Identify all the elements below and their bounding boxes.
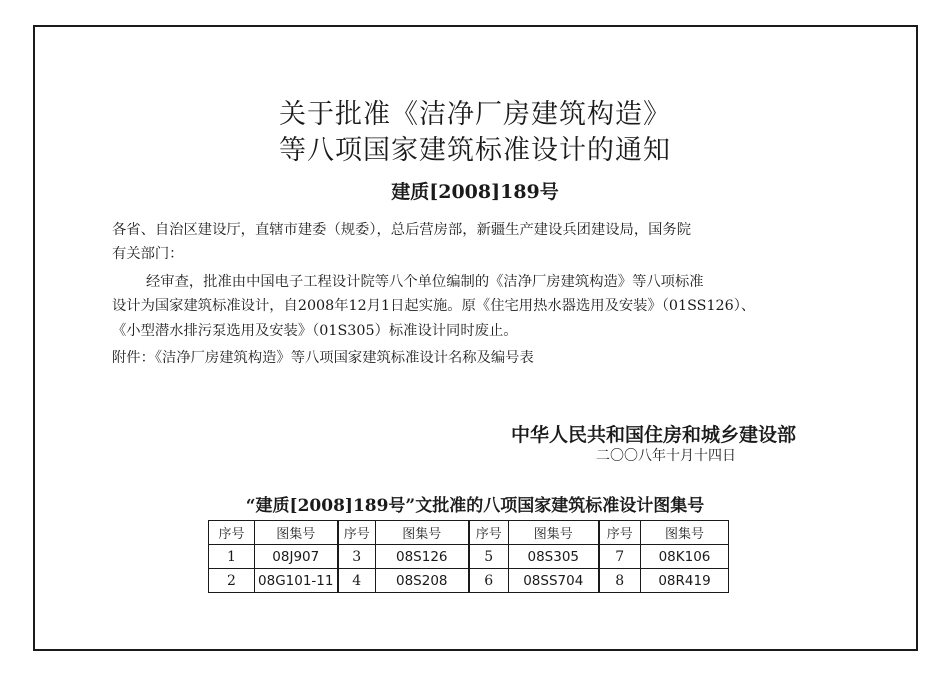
table-row bbox=[209, 545, 729, 569]
attachment-note: 附件：《洁净厂房建筑构造》等八项国家建筑标准设计名称及编号表 bbox=[112, 350, 534, 366]
atlas-number-table bbox=[208, 520, 729, 593]
issuing-authority: 中华人民共和国住房和城乡建设部 bbox=[511, 424, 797, 446]
table-cell: 1 bbox=[209, 545, 255, 569]
table-cell: 6 bbox=[469, 569, 509, 593]
table-cell: 4 bbox=[338, 569, 376, 593]
table-cell: 08SS704 bbox=[509, 569, 599, 593]
table-cell: 08S208 bbox=[376, 569, 469, 593]
header-cell: 图集号 bbox=[509, 521, 599, 545]
table-header-row bbox=[209, 521, 729, 545]
table-cell: 7 bbox=[599, 545, 641, 569]
table-cell: 2 bbox=[209, 569, 255, 593]
table-cell: 08S126 bbox=[376, 545, 469, 569]
table-row bbox=[209, 569, 729, 593]
table-cell: 8 bbox=[599, 569, 641, 593]
table-cell: 08G101-11 bbox=[255, 569, 338, 593]
table-cell: 5 bbox=[469, 545, 509, 569]
header-cell: 图集号 bbox=[255, 521, 338, 545]
notice-title-line-1: 关于批准《洁净厂房建筑构造》 bbox=[279, 99, 671, 130]
table-cell: 08K106 bbox=[641, 545, 729, 569]
table-cell: 08S305 bbox=[509, 545, 599, 569]
body-paragraph-line-1: 经审查，批准由中国电子工程设计院等八个单位编制的《洁净厂房建筑构造》等八项标准 bbox=[146, 274, 704, 290]
issue-date: 二〇〇八年十月十四日 bbox=[596, 448, 736, 464]
addressee-line-2: 有关部门： bbox=[112, 246, 184, 262]
addressee-line-1: 各省、自治区建设厅，直辖市建委（规委），总后营房部，新疆生产建设兵团建设局，国务院 bbox=[112, 222, 692, 238]
header-cell: 序号 bbox=[599, 521, 641, 545]
header-cell: 序号 bbox=[469, 521, 509, 545]
header-cell: 图集号 bbox=[641, 521, 729, 545]
table-cell: 3 bbox=[338, 545, 376, 569]
header-cell: 序号 bbox=[209, 521, 255, 545]
body-paragraph-line-3: 《小型潜水排污泵选用及安装》（01S305）标准设计同时废止。 bbox=[112, 323, 518, 339]
header-cell: 序号 bbox=[338, 521, 376, 545]
notice-title-line-2: 等八项国家建筑标准设计的通知 bbox=[279, 135, 671, 166]
table-cell: 08R419 bbox=[641, 569, 729, 593]
table-cell: 08J907 bbox=[255, 545, 338, 569]
table-caption: “建质[2008]189号”文批准的八项国家建筑标准设计图集号 bbox=[245, 496, 705, 516]
header-cell: 图集号 bbox=[376, 521, 469, 545]
body-paragraph-line-2: 设计为国家建筑标准设计，自2008年12月1日起实施。原《住宅用热水器选用及安装》（01SS126）、 bbox=[112, 298, 756, 314]
document-number: 建质[2008]189号 bbox=[391, 181, 559, 203]
